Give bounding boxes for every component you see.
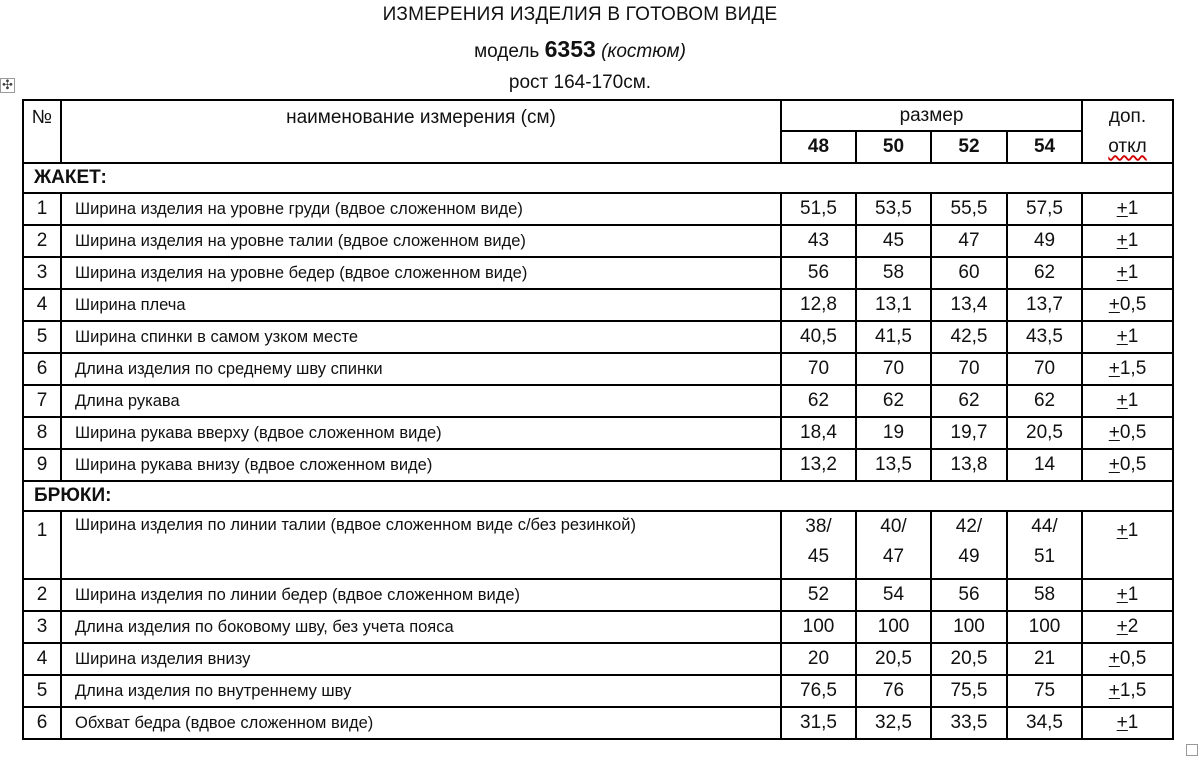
row-number: 5 (23, 321, 61, 353)
size-value: 58 (1007, 579, 1082, 611)
size-value-bottom: 51 (1033, 546, 1056, 567)
size-value: 62 (1007, 257, 1082, 289)
size-value: 49 (1007, 225, 1082, 257)
size-value (856, 511, 931, 579)
row-number: 8 (23, 417, 61, 449)
size-value (1007, 511, 1082, 579)
size-value: 34,5 (1007, 707, 1082, 739)
plus-minus-sign: + (1108, 294, 1120, 315)
plus-minus-sign: + (1108, 648, 1120, 669)
size-value: 13,7 (1007, 289, 1082, 321)
tolerance-value (1082, 675, 1173, 707)
tolerance-value (1082, 385, 1173, 417)
plus-minus-sign: + (1116, 230, 1128, 251)
size-value-top: 38/ (805, 516, 832, 537)
table-row (23, 707, 1173, 739)
tolerance-number: 1,5 (1119, 680, 1147, 701)
size-value: 45 (856, 225, 931, 257)
size-value: 76,5 (781, 675, 856, 707)
row-number: 6 (23, 707, 61, 739)
size-value: 41,5 (856, 321, 931, 353)
model-line (0, 36, 1160, 63)
header-number: № (23, 100, 61, 163)
tolerance-number: 0,5 (1119, 648, 1147, 669)
size-value (931, 511, 1007, 579)
table-row (23, 225, 1173, 257)
measurement-name: Ширина изделия на уровне груди (вдвое сложенном виде) (61, 193, 781, 225)
size-value: 13,4 (931, 289, 1007, 321)
measurement-name: Ширина изделия по линии талии (вдвое сложенном виде с/без резинкой) (61, 511, 781, 579)
size-value: 54 (856, 579, 931, 611)
measurement-name: Ширина изделия по линии бедер (вдвое сложенном виде) (61, 579, 781, 611)
size-value: 14 (1007, 449, 1082, 481)
size-value: 58 (856, 257, 931, 289)
tolerance-value (1082, 643, 1173, 675)
model-prefix: модель (474, 41, 540, 62)
header-measurement-name: наименование измерения (см) (61, 100, 781, 163)
tolerance-number: 1,5 (1119, 358, 1147, 379)
row-number: 3 (23, 611, 61, 643)
size-value: 21 (1007, 643, 1082, 675)
size-value: 32,5 (856, 707, 931, 739)
height-range: рост 164-170см. (508, 72, 652, 93)
measurement-name: Обхват бедра (вдвое сложенном виде) (61, 707, 781, 739)
size-value: 60 (931, 257, 1007, 289)
section-row (23, 481, 1173, 511)
table-row (23, 643, 1173, 675)
plus-minus-sign: + (1108, 422, 1120, 443)
table-resize-handle-icon[interactable] (1186, 744, 1198, 756)
size-value: 20,5 (1007, 417, 1082, 449)
size-value-bottom: 47 (882, 546, 905, 567)
row-number: 7 (23, 385, 61, 417)
table-row (23, 353, 1173, 385)
row-number: 9 (23, 449, 61, 481)
table-row (23, 611, 1173, 643)
measurement-name: Длина изделия по боковому шву, без учета пояса (61, 611, 781, 643)
tolerance-value (1082, 611, 1173, 643)
tolerance-value (1082, 449, 1173, 481)
size-value: 19,7 (931, 417, 1007, 449)
row-number: 1 (23, 193, 61, 225)
tolerance-value (1082, 417, 1173, 449)
row-number: 5 (23, 675, 61, 707)
table-row (23, 449, 1173, 481)
tolerance-number: 1 (1127, 390, 1139, 411)
size-value: 12,8 (781, 289, 856, 321)
tolerance-value (1082, 257, 1173, 289)
size-value: 42,5 (931, 321, 1007, 353)
size-value: 31,5 (781, 707, 856, 739)
size-value: 100 (856, 611, 931, 643)
tolerance-number: 2 (1127, 616, 1139, 637)
tolerance-number: 1 (1127, 584, 1139, 605)
size-value: 51,5 (781, 193, 856, 225)
table-row (23, 675, 1173, 707)
plus-minus-sign: + (1116, 262, 1128, 283)
section-title: ЖАКЕТ: (23, 163, 1173, 193)
tolerance-number: 0,5 (1119, 422, 1147, 443)
measurement-name: Ширина изделия на уровне бедер (вдвое сложенном виде) (61, 257, 781, 289)
measurement-name: Ширина изделия внизу (61, 643, 781, 675)
size-value: 18,4 (781, 417, 856, 449)
size-value-top: 42/ (955, 516, 983, 537)
size-value: 33,5 (931, 707, 1007, 739)
size-value: 62 (781, 385, 856, 417)
table-row (23, 579, 1173, 611)
header-tolerance-line1: доп. (1108, 105, 1147, 127)
plus-minus-sign: + (1116, 390, 1128, 411)
header-size-54: 54 (1007, 131, 1082, 163)
size-value: 70 (856, 353, 931, 385)
size-value: 100 (931, 611, 1007, 643)
size-value: 75 (1007, 675, 1082, 707)
size-value: 20,5 (931, 643, 1007, 675)
size-value: 57,5 (1007, 193, 1082, 225)
tolerance-number: 1 (1127, 326, 1139, 347)
size-value: 20,5 (856, 643, 931, 675)
tolerance-value (1082, 225, 1173, 257)
measurement-name: Ширина спинки в самом узком месте (61, 321, 781, 353)
tolerance-number: 1 (1127, 198, 1139, 219)
size-value: 13,8 (931, 449, 1007, 481)
size-value: 47 (931, 225, 1007, 257)
measurement-name: Длина изделия по среднему шву спинки (61, 353, 781, 385)
tolerance-value (1082, 321, 1173, 353)
plus-minus-sign: + (1108, 680, 1120, 701)
tolerance-number: 1 (1127, 262, 1139, 283)
plus-minus-sign: + (1116, 198, 1128, 219)
model-type: (костюм) (601, 41, 686, 62)
plus-minus-sign: + (1116, 326, 1128, 347)
tolerance-value (1082, 511, 1173, 579)
measurements-table (22, 99, 1174, 740)
tolerance-number: 1 (1127, 712, 1139, 733)
size-value: 76 (856, 675, 931, 707)
size-value-top: 44/ (1031, 516, 1058, 537)
header-size-50: 50 (856, 131, 931, 163)
size-value: 19 (856, 417, 931, 449)
size-value: 20 (781, 643, 856, 675)
size-value: 75,5 (931, 675, 1007, 707)
plus-minus-sign: + (1116, 616, 1128, 637)
header-tolerance (1082, 100, 1173, 163)
size-value: 13,5 (856, 449, 931, 481)
document-title: ИЗМЕРЕНИЯ ИЗДЕЛИЯ В ГОТОВОМ ВИДЕ (382, 4, 778, 25)
tolerance-value (1082, 289, 1173, 321)
tolerance-value (1082, 193, 1173, 225)
size-value-bottom: 45 (807, 546, 830, 567)
header-size: размер (781, 100, 1082, 131)
size-value: 13,1 (856, 289, 931, 321)
table-move-handle-icon[interactable]: ✣ (0, 78, 15, 93)
header-size-48: 48 (781, 131, 856, 163)
table-row (23, 321, 1173, 353)
size-value: 52 (781, 579, 856, 611)
plus-minus-sign: + (1108, 358, 1120, 379)
row-number: 4 (23, 643, 61, 675)
size-value: 100 (1007, 611, 1082, 643)
size-value: 40,5 (781, 321, 856, 353)
measurement-name: Длина изделия по внутреннему шву (61, 675, 781, 707)
tolerance-number: 1 (1127, 520, 1139, 541)
row-number: 3 (23, 257, 61, 289)
table-row (23, 417, 1173, 449)
size-value: 100 (781, 611, 856, 643)
size-value-bottom: 49 (958, 546, 980, 567)
measurement-name: Ширина рукава внизу (вдвое сложенном виде) (61, 449, 781, 481)
size-value: 62 (1007, 385, 1082, 417)
tolerance-value (1082, 707, 1173, 739)
table-row (23, 511, 1173, 579)
size-value: 70 (1007, 353, 1082, 385)
header-tolerance-line2: откл (1108, 135, 1147, 157)
size-value: 62 (856, 385, 931, 417)
tolerance-number: 1 (1127, 230, 1139, 251)
measurement-name: Ширина рукава вверху (вдвое сложенном виде) (61, 417, 781, 449)
measurement-name: Ширина плеча (61, 289, 781, 321)
row-number: 2 (23, 579, 61, 611)
size-value: 43 (781, 225, 856, 257)
measurement-name: Ширина изделия на уровне талии (вдвое сложенном виде) (61, 225, 781, 257)
size-value: 70 (931, 353, 1007, 385)
header-size-52: 52 (931, 131, 1007, 163)
size-value: 56 (931, 579, 1007, 611)
table-row (23, 289, 1173, 321)
plus-minus-sign: + (1116, 520, 1128, 541)
section-row (23, 163, 1173, 193)
tolerance-value (1082, 579, 1173, 611)
plus-minus-sign: + (1116, 712, 1128, 733)
size-value: 56 (781, 257, 856, 289)
size-value-top: 40/ (880, 516, 907, 537)
row-number: 2 (23, 225, 61, 257)
tolerance-number: 0,5 (1119, 294, 1147, 315)
row-number: 6 (23, 353, 61, 385)
section-title: БРЮКИ: (23, 481, 1173, 511)
table-row (23, 385, 1173, 417)
tolerance-number: 0,5 (1119, 454, 1147, 475)
size-value: 62 (931, 385, 1007, 417)
size-value: 43,5 (1007, 321, 1082, 353)
size-value: 55,5 (931, 193, 1007, 225)
tolerance-value (1082, 353, 1173, 385)
size-value: 53,5 (856, 193, 931, 225)
row-number: 1 (23, 511, 61, 579)
plus-minus-sign: + (1116, 584, 1128, 605)
table-row (23, 257, 1173, 289)
measurement-name: Длина рукава (61, 385, 781, 417)
table-row (23, 193, 1173, 225)
plus-minus-sign: + (1108, 454, 1120, 475)
row-number: 4 (23, 289, 61, 321)
size-value: 70 (781, 353, 856, 385)
size-value: 13,2 (781, 449, 856, 481)
size-value (781, 511, 856, 579)
model-number: 6353 (544, 36, 596, 62)
